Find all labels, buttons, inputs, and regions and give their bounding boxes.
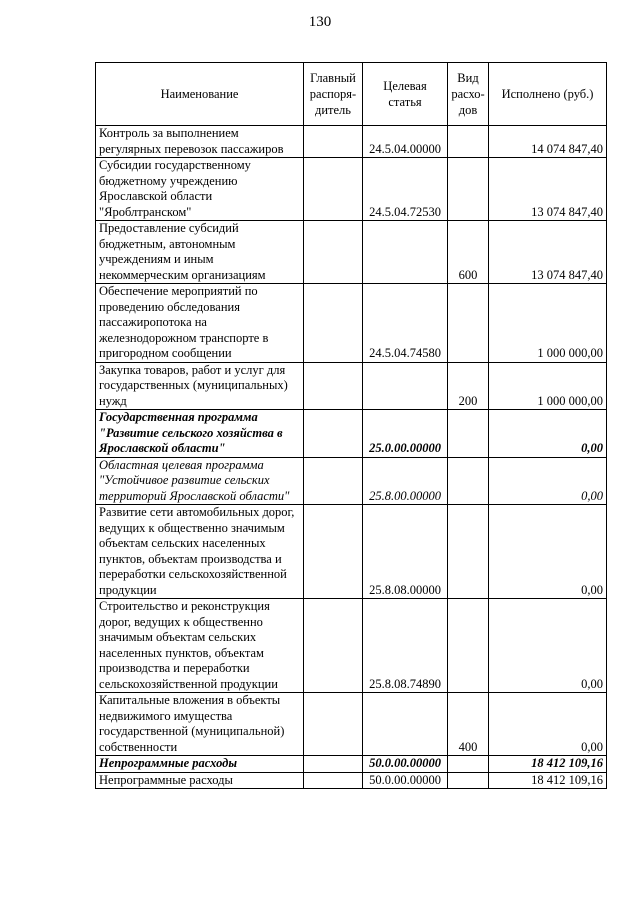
row-name-cell: Закупка товаров, работ и услуг для государственных (муниципальных) нужд (96, 362, 304, 410)
table-row (96, 221, 607, 284)
row-manager-cell (304, 158, 363, 221)
row-expense-type-cell (448, 284, 489, 363)
row-manager-cell (304, 599, 363, 693)
row-target-item-cell: 24.5.04.74580 (363, 284, 448, 363)
row-expense-type-cell (448, 126, 489, 158)
row-name-cell: Развитие сети автомобильных дорог, ведущих к общественно значимым объектам сельских населенных пунктов, объектам производства и переработки сельскохозяйственной продукции (96, 505, 304, 599)
row-executed-cell: 1 000 000,00 (489, 284, 607, 363)
row-executed-cell: 1 000 000,00 (489, 362, 607, 410)
row-target-item-cell: 24.5.04.00000 (363, 126, 448, 158)
row-name-cell: Строительство и реконструкция дорог, ведущих к общественно значимым объектам сельских населенных пунктов, объектам производства и переработки сельскохозяйственной продукции (96, 599, 304, 693)
row-executed-cell: 0,00 (489, 505, 607, 599)
row-manager-cell (304, 362, 363, 410)
table-row (96, 505, 607, 599)
header-target-item: Целевая статья (363, 63, 448, 126)
table-body (96, 126, 607, 789)
table-row (96, 457, 607, 505)
table-row (96, 756, 607, 773)
row-target-item-cell: 25.0.00.00000 (363, 410, 448, 458)
table-row (96, 693, 607, 756)
row-name-cell: Непрограммные расходы (96, 772, 304, 789)
row-target-item-cell (363, 693, 448, 756)
row-manager-cell (304, 505, 363, 599)
row-manager-cell (304, 756, 363, 773)
row-expense-type-cell (448, 457, 489, 505)
table-row (96, 772, 607, 789)
row-target-item-cell: 25.8.08.00000 (363, 505, 448, 599)
budget-table (95, 62, 607, 789)
row-expense-type-cell: 600 (448, 221, 489, 284)
row-target-item-cell: 24.5.04.72530 (363, 158, 448, 221)
row-executed-cell: 0,00 (489, 599, 607, 693)
table-header (96, 63, 607, 126)
row-target-item-cell (363, 221, 448, 284)
row-expense-type-cell (448, 410, 489, 458)
row-name-cell: Непрограммные расходы (96, 756, 304, 773)
header-name: Наименование (96, 63, 304, 126)
header-expense-type: Вид расхо-дов (448, 63, 489, 126)
row-expense-type-cell (448, 772, 489, 789)
row-expense-type-cell: 200 (448, 362, 489, 410)
table-row (96, 284, 607, 363)
row-executed-cell: 13 074 847,40 (489, 221, 607, 284)
row-manager-cell (304, 693, 363, 756)
row-target-item-cell: 50.0.00.00000 (363, 772, 448, 789)
row-expense-type-cell (448, 756, 489, 773)
header-executed: Исполнено (руб.) (489, 63, 607, 126)
row-executed-cell: 13 074 847,40 (489, 158, 607, 221)
row-expense-type-cell (448, 505, 489, 599)
row-executed-cell: 0,00 (489, 693, 607, 756)
table-row (96, 410, 607, 458)
row-manager-cell (304, 126, 363, 158)
row-executed-cell: 14 074 847,40 (489, 126, 607, 158)
row-manager-cell (304, 772, 363, 789)
row-name-cell: Капитальные вложения в объекты недвижимого имущества государственной (муниципальной) собственности (96, 693, 304, 756)
row-executed-cell: 18 412 109,16 (489, 772, 607, 789)
row-target-item-cell: 25.8.08.74890 (363, 599, 448, 693)
row-name-cell: Областная целевая программа "Устойчивое развитие сельских территорий Ярославской области" (96, 457, 304, 505)
table-row (96, 362, 607, 410)
row-expense-type-cell: 400 (448, 693, 489, 756)
row-manager-cell (304, 221, 363, 284)
row-name-cell: Контроль за выполнением регулярных перевозок пассажиров (96, 126, 304, 158)
row-name-cell: Предоставление субсидий бюджетным, автономным учреждениям и иным некоммерческим организациям (96, 221, 304, 284)
row-executed-cell: 0,00 (489, 410, 607, 458)
row-target-item-cell: 50.0.00.00000 (363, 756, 448, 773)
table-row (96, 126, 607, 158)
page-number: 130 (308, 14, 332, 30)
table-row (96, 158, 607, 221)
row-expense-type-cell (448, 599, 489, 693)
row-target-item-cell (363, 362, 448, 410)
header-main-manager: Главный распоря-дитель (304, 63, 363, 126)
row-manager-cell (304, 410, 363, 458)
row-executed-cell: 0,00 (489, 457, 607, 505)
row-manager-cell (304, 457, 363, 505)
table-row (96, 599, 607, 693)
row-expense-type-cell (448, 158, 489, 221)
row-name-cell: Обеспечение мероприятий по проведению обследования пассажиропотока на железнодорожном транспорте в пригородном сообщении (96, 284, 304, 363)
row-name-cell: Субсидии государственному бюджетному учреждению Ярославской области "Яроблтранском" (96, 158, 304, 221)
row-manager-cell (304, 284, 363, 363)
row-name-cell: Государственная программа "Развитие сельского хозяйства в Ярославской области" (96, 410, 304, 458)
row-target-item-cell: 25.8.00.00000 (363, 457, 448, 505)
row-executed-cell: 18 412 109,16 (489, 756, 607, 773)
